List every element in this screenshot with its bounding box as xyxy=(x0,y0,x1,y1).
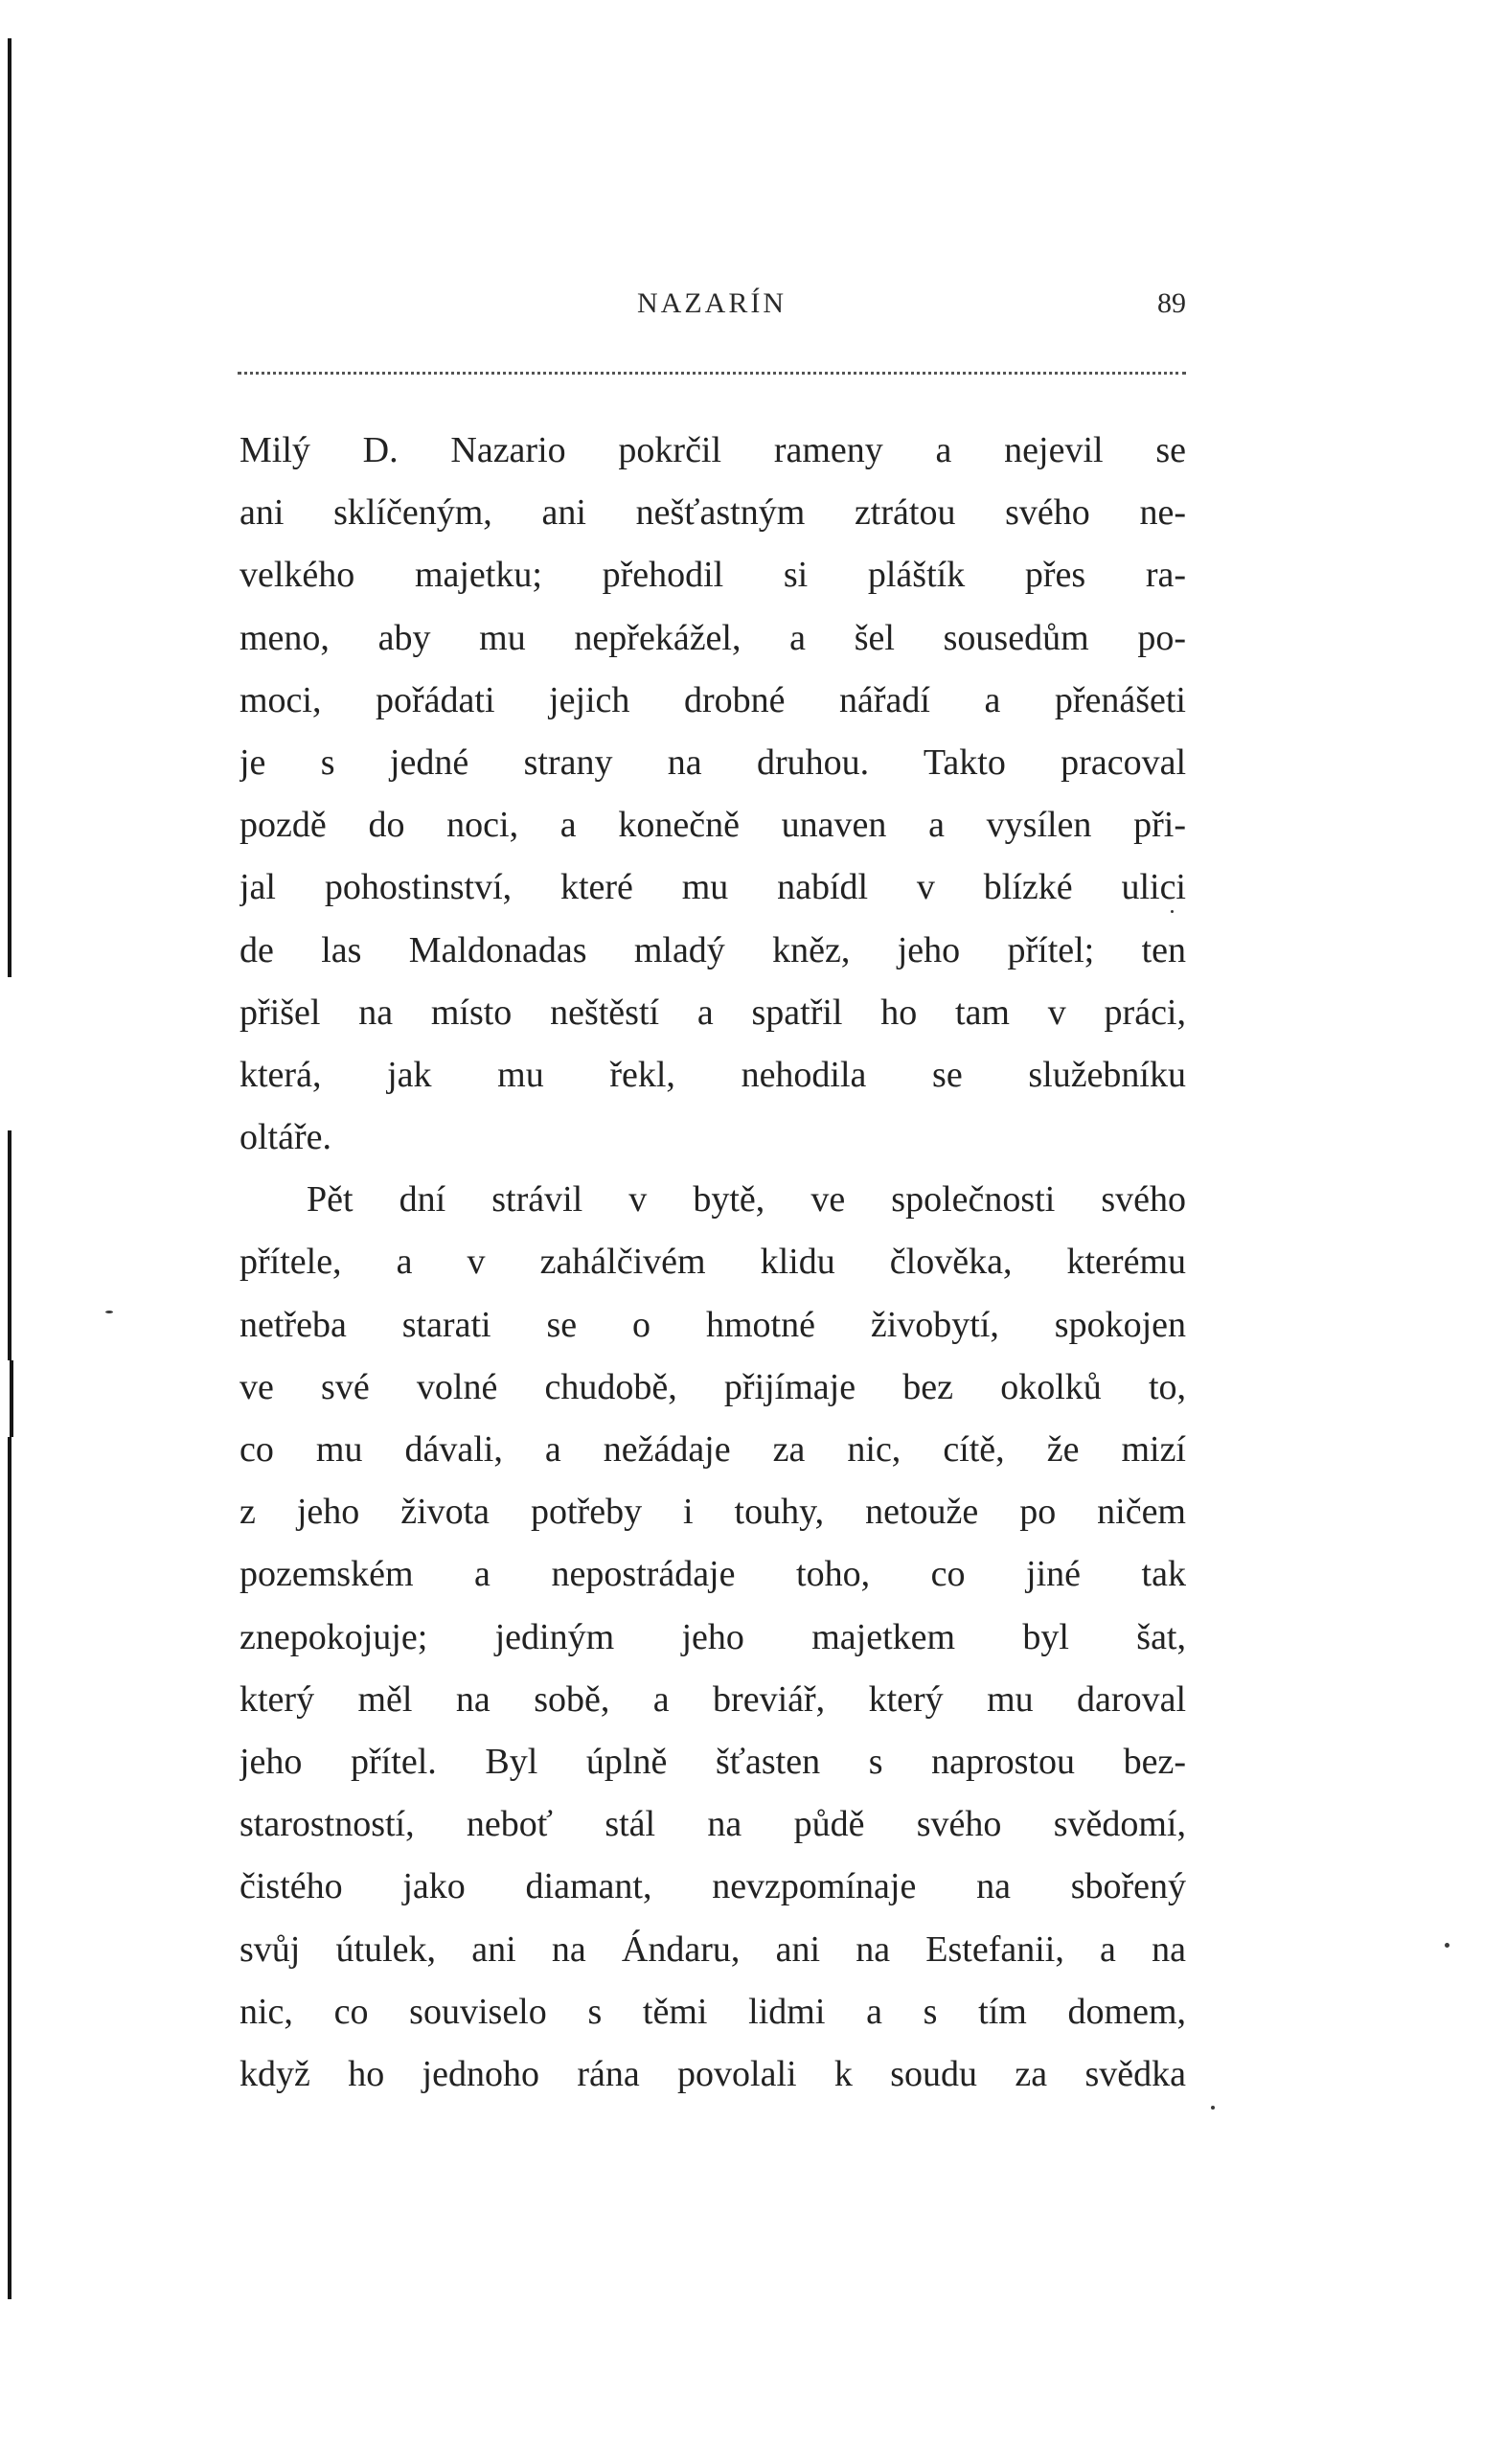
speck xyxy=(1211,2106,1215,2110)
speck xyxy=(105,1311,113,1313)
text-line: jal pohostinství, které mu nabídl v blízké ulici xyxy=(240,867,1186,908)
text-line: Milý D. Nazario pokrčil rameny a nejevil se xyxy=(240,430,1186,470)
text-line: který měl na sobě, a breviář, který mu daroval xyxy=(240,1678,1186,1720)
binding-shadow-line xyxy=(8,1437,11,2299)
text-line: velkého majetku; přehodil si pláštík přes ra- xyxy=(240,555,1186,596)
page-number: 89 xyxy=(1157,287,1186,319)
text-line: čistého jako diamant, nevzpomínaje na sbořený xyxy=(240,1866,1186,1907)
speck xyxy=(1445,1943,1449,1948)
text-line: která, jak mu řekl, nehodila se služebníku xyxy=(240,1054,1186,1095)
running-head xyxy=(238,287,1186,326)
binding-shadow-line xyxy=(10,1360,13,1437)
text-line: pozdě do noci, a konečně unaven a vysílen při- xyxy=(240,805,1186,846)
binding-shadow-line xyxy=(8,1130,11,1360)
text-line: znepokojuje; jediným jeho majetkem byl šat, xyxy=(240,1616,1186,1657)
text-line: přišel na místo neštěstí a spatřil ho tam v práci, xyxy=(240,992,1186,1033)
text-line: ani sklíčeným, ani nešťastným ztrátou svého ne- xyxy=(240,492,1186,534)
text-line: ve své volné chudobě, přijímaje bez okolků to, xyxy=(240,1366,1186,1407)
text-line: starostností, neboť stál na půdě svého svědomí, xyxy=(240,1804,1186,1845)
text-line: Pět dní strávil v bytě, ve společnosti svého xyxy=(307,1179,1186,1221)
text-line: přítele, a v zahálčivém klidu člověka, kterému xyxy=(240,1242,1186,1283)
text-line: svůj útulek, ani na Ándaru, ani na Estefanii, a na xyxy=(240,1928,1186,1970)
text-line: meno, aby mu nepřekážel, a šel sousedům po- xyxy=(240,617,1186,658)
text-line: když ho jednoho rána povolali k soudu za svědka xyxy=(240,2053,1186,2094)
text-line: netřeba starati se o hmotné živobytí, spokojen xyxy=(240,1304,1186,1345)
running-title: NAZARÍN xyxy=(637,287,787,319)
speck xyxy=(1171,910,1174,913)
text-line: oltáře. xyxy=(240,1117,332,1158)
text-line: moci, pořádati jejich drobné nářadí a přenášeti xyxy=(240,679,1186,720)
header-dotted-rule xyxy=(238,372,1186,375)
text-line: z jeho života potřeby i touhy, netouže po ničem xyxy=(240,1492,1186,1533)
text-line: je s jedné strany na druhou. Takto pracoval xyxy=(240,741,1186,783)
text-line: co mu dávali, a nežádaje za nic, cítě, že mizí xyxy=(240,1429,1186,1470)
text-line: jeho přítel. Byl úplně šťasten s naprostou bez- xyxy=(240,1741,1186,1782)
scan-binding-edge xyxy=(0,0,25,2464)
text-line: nic, co souviselo s těmi lidmi a s tím domem, xyxy=(240,1991,1186,2032)
body-text xyxy=(240,420,1186,2106)
binding-shadow-line xyxy=(8,38,11,977)
text-line: pozemském a nepostrádaje toho, co jiné tak xyxy=(240,1554,1186,1595)
text-line: de las Maldonadas mladý kněz, jeho přítel; ten xyxy=(240,929,1186,970)
